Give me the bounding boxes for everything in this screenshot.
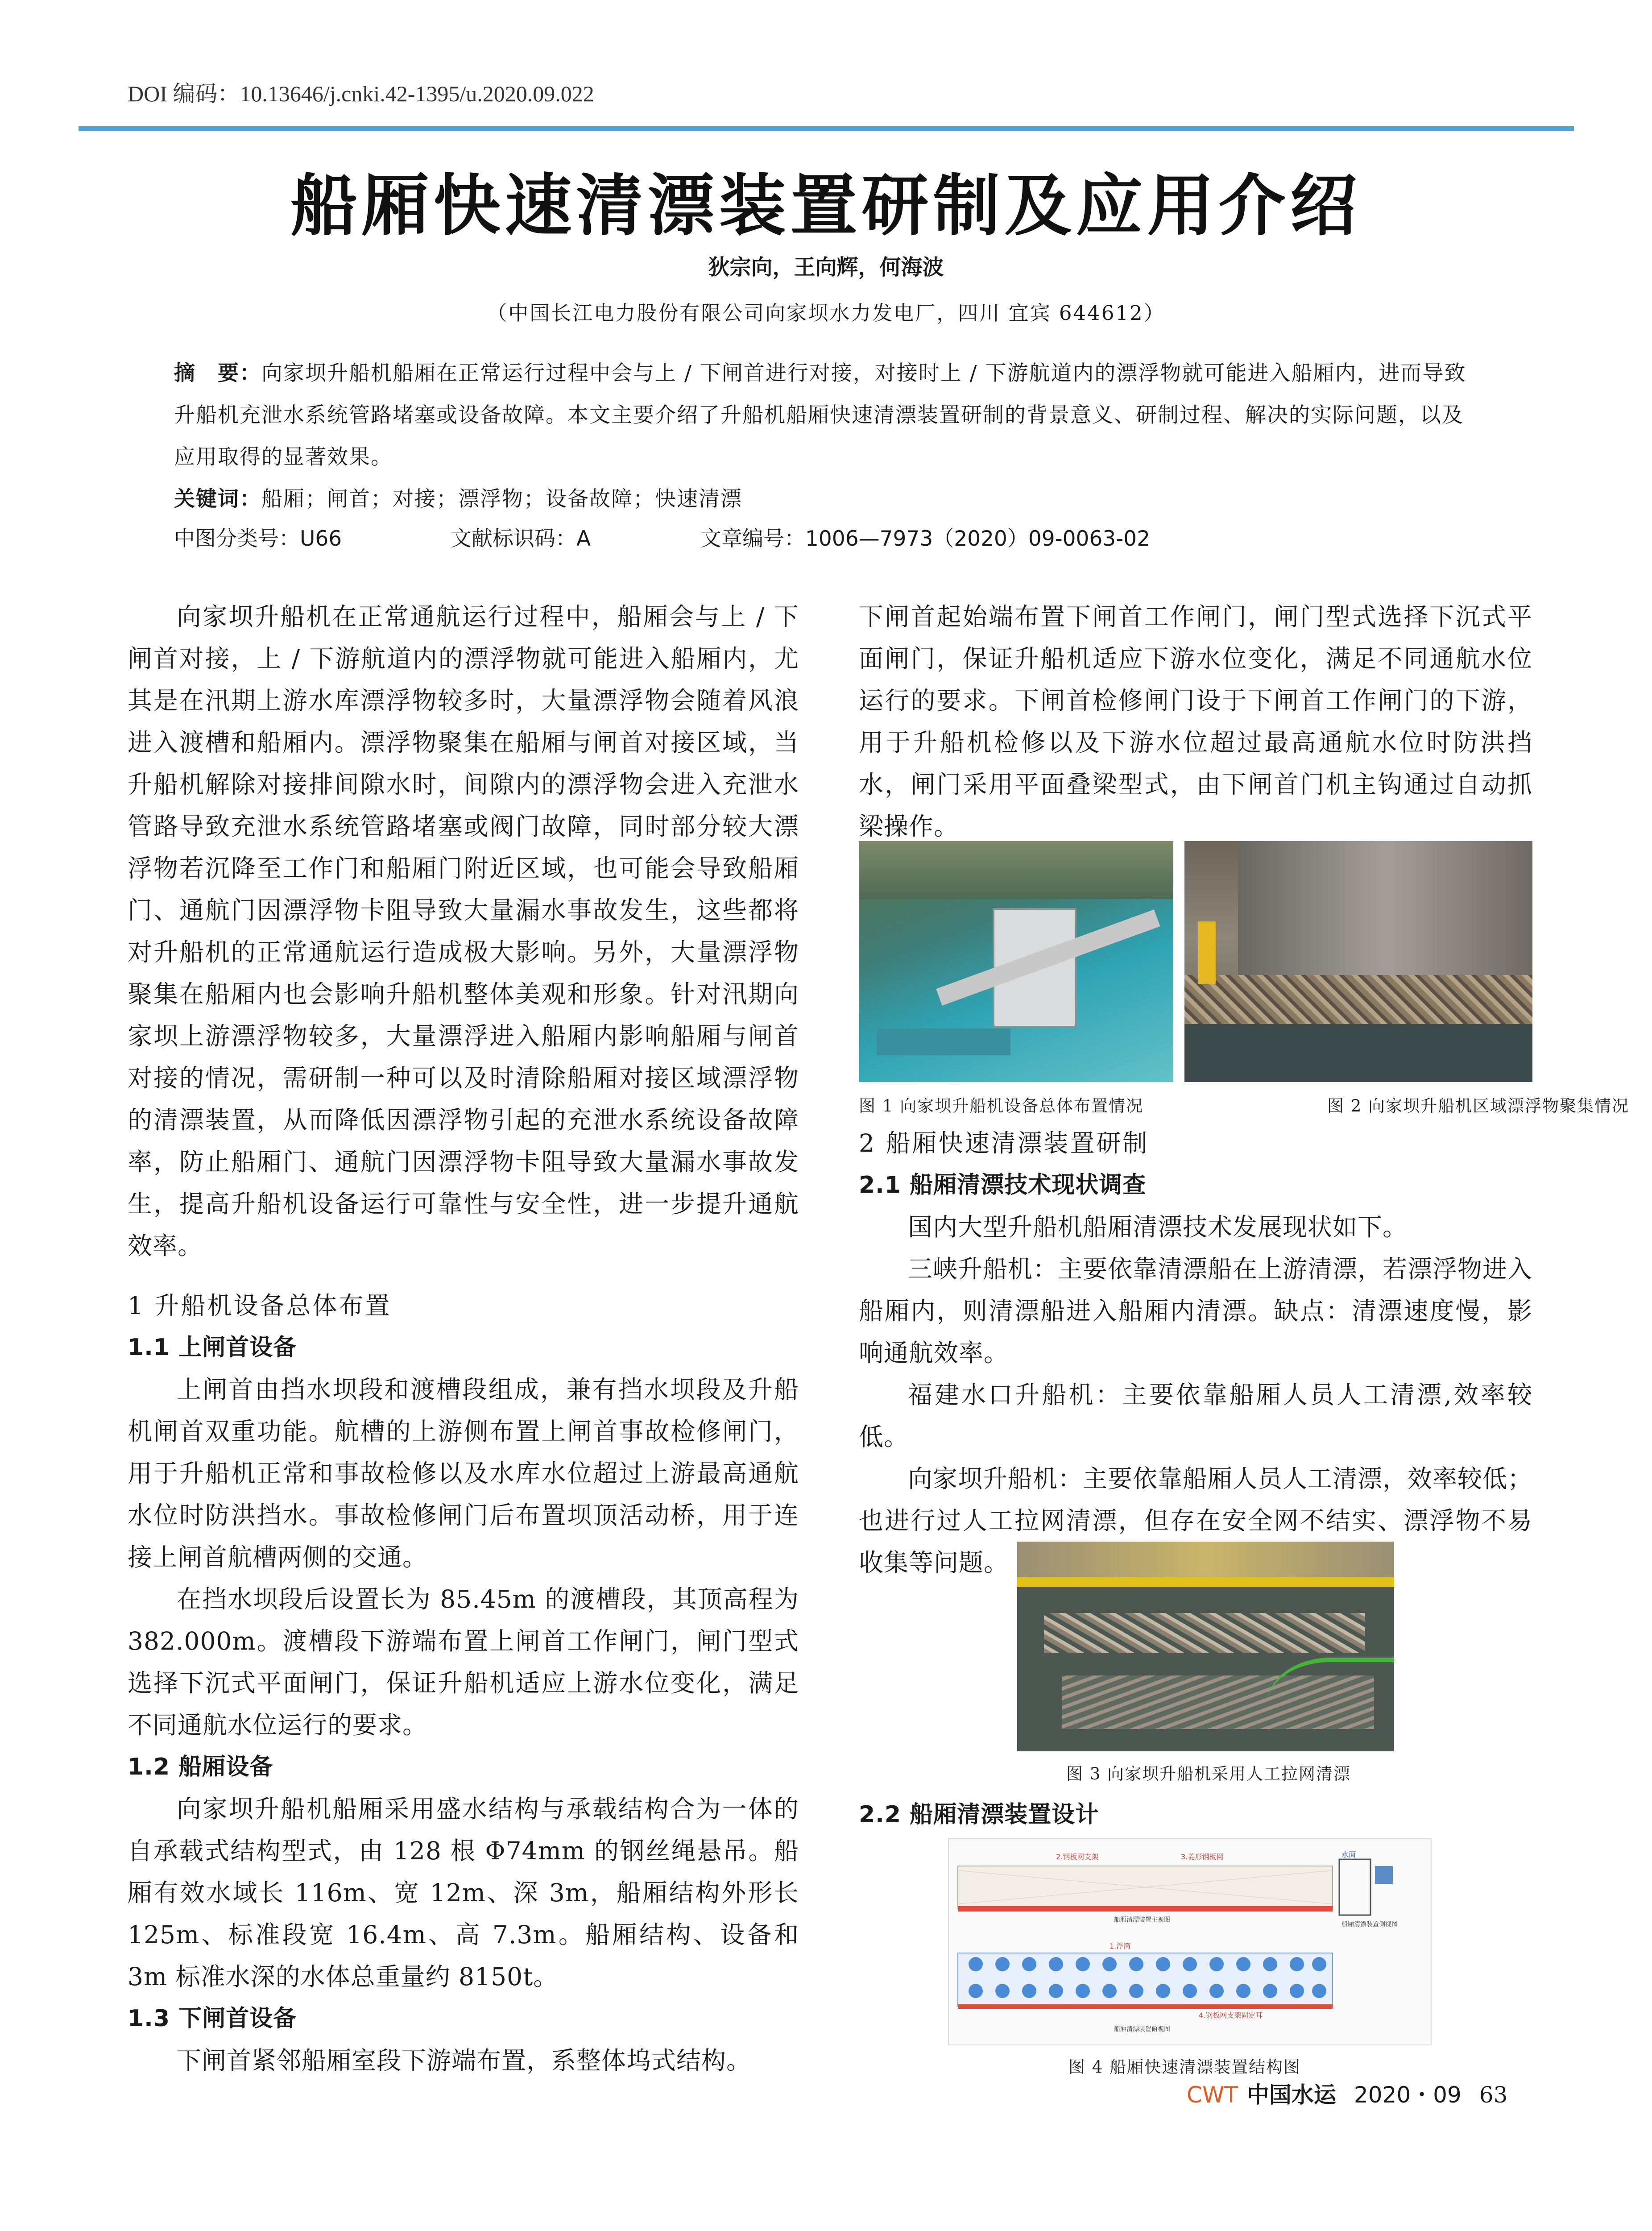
fig4-label-ear: 4.钢板网支架固定耳	[1199, 2011, 1263, 2020]
section-1-3-continued: 下闸首起始端布置下闸首工作闸门，闸门型式选择下沉式平面闸门，保证升船机适应下游水位变化，满足不同通航水位运行的要求。下闸首检修闸门设于下闸首工作闸门的下游，用于升船机检修以及下游水位超过最高通航水位时防洪挡水，闸门采用平面叠梁型式，由下闸首门机主钩通过自动抓梁操作。	[859, 602, 1532, 841]
section-2-heading: 2 船厢快速清漂装置研制	[859, 1129, 1149, 1157]
figure-2-worker	[1198, 921, 1216, 984]
fig4-top-base	[958, 2004, 1333, 2009]
abstract-block	[174, 352, 1481, 520]
keywords-label: 关键词：	[174, 487, 261, 511]
abstract-label: 摘 要：	[174, 361, 261, 386]
fig4-front-view-label: 船厢清漂装置主视图	[1114, 1916, 1170, 1924]
figure-3-debris	[1044, 1613, 1365, 1653]
doi-code: DOI 编码：10.13646/j.cnki.42-1395/u.2020.09.022	[128, 81, 594, 106]
figure-3-deck	[1017, 1542, 1394, 1577]
section-2-1-paragraph-1: 国内大型升船机船厢清漂技术发展现状如下。	[908, 1213, 1408, 1241]
figure-1-caption: 图 1 向家坝升船机设备总体布置情况	[859, 1096, 1144, 1116]
keywords-text: 船厢；闸首；对接；漂浮物；设备故障；快速清漂	[261, 487, 742, 511]
fig4-label-2: 3.菱形钢板网	[1181, 1853, 1224, 1861]
section-1-3-paragraph-1: 下闸首紧邻船厢室段下游端布置，系整体坞式结构。	[177, 2046, 752, 2075]
section-1-2-heading: 1.2 船厢设备	[128, 1754, 273, 1780]
section-2-2-heading: 2.2 船厢清漂装置设计	[859, 1801, 1099, 1828]
article-number: 文章编号：1006—7973（2020）09-0063-02	[700, 527, 1150, 551]
affiliation: （中国长江电力股份有限公司向家坝水力发电厂，四川 宜宾 644612）	[487, 301, 1165, 325]
page-footer	[1187, 2077, 1507, 2109]
figure-3-net-float	[1267, 1658, 1394, 1751]
right-column	[859, 596, 1532, 847]
figure-2-image	[1184, 841, 1532, 1082]
figure-3-railing	[1017, 1577, 1394, 1587]
section-1-1-paragraph-1: 上闸首由挡水坝段和渡槽段组成，兼有挡水坝段及升船机闸首双重功能。航槽的上游侧布置上闸首事故检修闸门，用于升船机正常和事故检修以及水库水位超过上游最高通航水位时防洪挡水。事故检修闸门后布置坝顶活动桥，用于连接上闸首航槽两侧的交通。	[128, 1375, 799, 1572]
abstract-text: 向家坝升船机船厢在正常运行过程中会与上 / 下闸首进行对接，对接时上 / 下游航道内的漂浮物就可能进入船厢内，进而导致升船机充泄水系统管路堵塞或设备故障。本文主要介绍了升船机船厢快速清漂装置研制的背景意义、研制过程、解决的实际问题，以及应用取得的显著效果。	[174, 361, 1466, 469]
section-2-2-block	[859, 1794, 1532, 1836]
figure-1-water	[877, 1028, 1010, 1055]
footer-brand: CWT	[1187, 2082, 1238, 2108]
figure-3-caption: 图 3 向家坝升船机采用人工拉网清漂	[1066, 1764, 1351, 1783]
section-1-2-paragraph-1: 向家坝升船机船厢采用盛水结构与承载结构合为一体的自承载式结构型式，由 128 根 Φ74mm 的钢丝绳悬吊。船厢有效水域长 116m、宽 12m、深 3m，船厢结构外形长 125m、标准段宽 16.4m、高 7.3m。船厢结构、设备和 3m 标准水深的水体总重量约 8150t。	[128, 1795, 799, 1991]
figure-2-lock-wall	[1238, 841, 1532, 975]
section-1-heading: 1 升船机设备总体布置	[128, 1291, 392, 1320]
section-1-3-heading: 1.3 下闸首设备	[128, 2005, 297, 2032]
fig4-label-1: 2.钢板网支架	[1056, 1853, 1099, 1861]
section-1-1-paragraph-2: 在挡水坝段后设置长为 85.45m 的渡槽段，其顶高程为 382.000m。渡槽段下游端布置上闸首工作闸门，闸门型式选择下沉式平面闸门，保证升船机适应上游水位变化，满足不同通航水位运行的要求。	[128, 1585, 799, 1739]
figure-2-water	[1184, 1024, 1532, 1082]
classification-row	[174, 522, 1150, 552]
fig4-side-view	[1339, 1859, 1370, 1915]
fig4-label-float: 1.浮筒	[1110, 1942, 1131, 1950]
footer-journal: 中国水运	[1246, 2082, 1336, 2108]
fig4-label-water: 水面	[1341, 1850, 1356, 1859]
fig4-side-float	[1375, 1866, 1393, 1884]
fig4-top-view-label: 船厢清漂装置俯视图	[1114, 2026, 1170, 2033]
section-2-1-paragraph-2: 三峡升船机：主要依靠清漂船在上游清漂，若漂浮物进入船厢内，则清漂船进入船厢内清漂。缺点：清漂速度慢，影响通航效率。	[859, 1255, 1533, 1367]
figure-3-image	[1017, 1542, 1394, 1751]
section-2-1-paragraph-3: 福建水口升船机：主要依靠船厢人员人工清漂,效率较低。	[859, 1381, 1532, 1451]
clc-number: 中图分类号：U66	[174, 527, 342, 551]
right-column-section-2	[859, 1122, 1532, 1584]
figure-2-debris	[1184, 975, 1532, 1024]
section-2-1-heading: 2.1 船厢清漂技术现状调查	[859, 1172, 1147, 1198]
section-2-1-paragraph-4: 向家坝升船机：主要依靠船厢人员人工清漂，效率较低；也进行过人工拉网清漂，但存在安全网不结实、漂浮物不易收集等问题。	[859, 1464, 1533, 1577]
figure-4-drawing	[948, 1838, 1432, 2045]
page-number: 63	[1479, 2082, 1508, 2108]
footer-issue: 2020・09	[1354, 2082, 1462, 2108]
intro-paragraph: 向家坝升船机在正常通航运行过程中，船厢会与上 / 下闸首对接，上 / 下游航道内的漂浮物就可能进入船厢内，尤其是在汛期上游水库漂浮物较多时，大量漂浮物会随着风浪进入渡槽和船厢内。漂浮物聚集在船厢与闸首对接区域，当升船机解除对接排间隙水时，间隙内的漂浮物会进入充泄水管路导致充泄水系统管路堵塞或阀门故障，同时部分较大漂浮物若沉降至工作门和船厢门附近区域，也可能会导致船厢门、通航门因漂浮物卡阻导致大量漏水事故发生，这些都将对升船机的正常通航运行造成极大影响。另外，大量漂浮物聚集在船厢内也会影响升船机整体美观和形象。针对汛期向家坝上游漂浮物较多，大量漂浮进入船厢内影响船厢与闸首对接的情况，需研制一种可以及时清除船厢对接区域漂浮物的清漂装置，从而降低因漂浮物引起的充泄水系统设备故障率，防止船厢门、通航门因漂浮物卡阻导致大量漏水事故发生，提高升船机设备运行可靠性与安全性，进一步提升通航效率。	[128, 602, 799, 1260]
authors: 狄宗向，王向辉，何海波	[708, 255, 944, 280]
figure-4-caption: 图 4 船厢快速清漂装置结构图	[1068, 2057, 1301, 2077]
fig4-side-view-label: 船厢清漂装置侧视图	[1341, 1921, 1398, 1928]
left-column	[128, 596, 799, 2082]
figure-2-caption: 图 2 向家坝升船机区域漂浮物聚集情况	[1327, 1096, 1630, 1116]
fig4-front-base	[958, 1906, 1333, 1912]
article-title: 船厢快速清漂装置研制及应用介绍	[290, 166, 1362, 245]
document-code: 文献标识码：A	[451, 527, 591, 551]
section-1-1-heading: 1.1 上闸首设备	[128, 1334, 297, 1361]
figure-1-image	[859, 841, 1173, 1082]
header-rule	[79, 126, 1574, 131]
figure-1-hillside	[859, 841, 1173, 899]
figure-4-svg	[949, 1839, 1431, 2044]
